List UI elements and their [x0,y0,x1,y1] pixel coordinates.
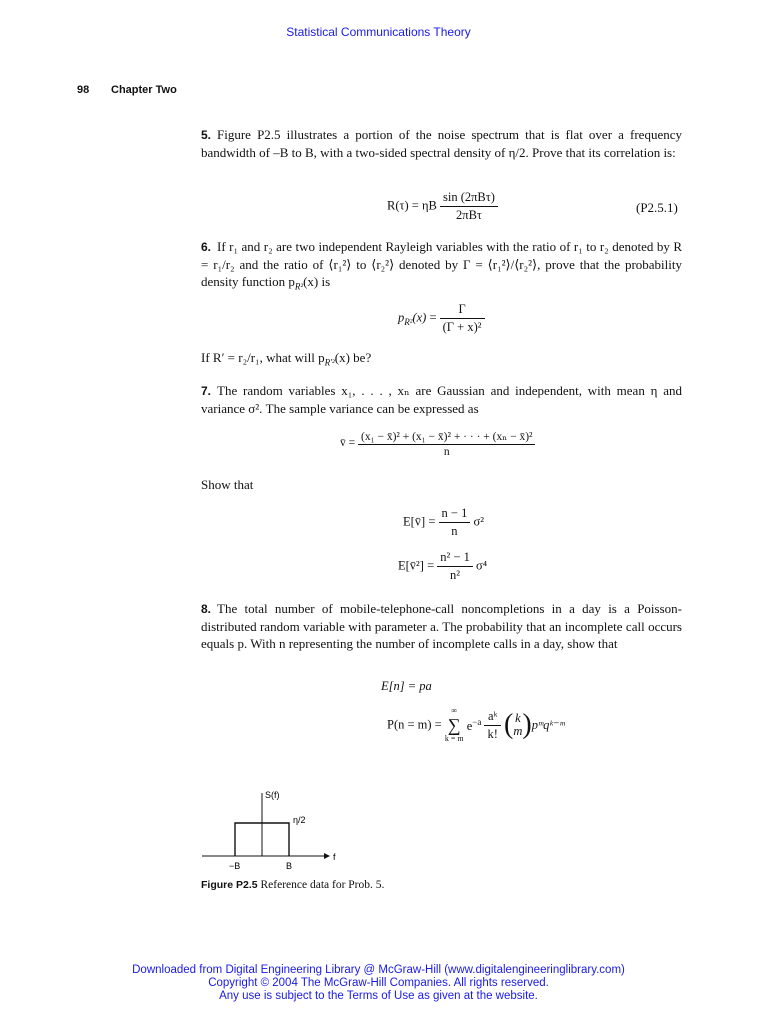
equation-p2-5-1 [387,190,498,223]
eq-p5-numerator: sin (2πBτ) [440,190,498,207]
x-axis-arrow-icon [324,853,330,859]
eq-p8-exp-sup: −a [472,716,482,727]
eq-p6-fraction [440,302,485,335]
equation-p6: $p_{R^2}(x)$ = $\frac{\Gamma}{\text{(Γ + x)²}}$ [398,302,485,335]
eq-p7-mean-denominator: n [451,524,458,538]
problem-6-text-tail: (x) is [303,274,331,289]
equation-p8-probability [387,706,565,744]
eq-p8-summation [445,706,464,744]
chapter-label: Chapter Two [111,84,177,96]
eq-p5-lhs: R(τ) = ηB [387,198,437,213]
eq-p7-denominator: n [443,446,450,458]
figure-caption-label: Figure P2.5 [201,879,258,891]
problem-6-followup: If R′ = r₂/r₁, what will $p_{R'^2}(x)$ be? [201,350,372,368]
eq-p8-numerator: aᵏ [484,709,500,726]
equation-label: (P2.5.1) [636,200,678,215]
equation-p7-sample-variance [340,429,535,458]
x-axis-label: f [333,852,336,862]
footer-copyright: Copyright © 2004 The McGraw-Hill Companies. All rights reserved. [208,977,549,989]
eq-p7-second-tail: σ⁴ [475,558,488,573]
left-paren-icon: ( [504,709,514,740]
equation-p7-second-moment [398,550,487,583]
eq-p8-tail: pᵐqᵏ⁻ᵐ [531,718,565,732]
problem-8-number: 8. [201,602,212,616]
eq-p8-exp-base: e [466,718,473,733]
eq-p6-lhs: p [398,310,405,325]
level-label: η/2 [293,815,306,825]
eq-p7-second-lhs: E[v̄²] = [398,558,435,573]
sigma-icon: ∑ [447,715,461,735]
problem-5-number: 5. [201,128,212,142]
running-header-title: Statistical Communications Theory [286,25,471,39]
eq-p7-numerator: (x₁ − x̄)² + (x₁ − x̄)² + · · · + (xₙ − x̄)² [358,429,535,445]
equation-p8-mean: E[n] = pa [381,679,432,693]
eq-p7-second-fraction [437,550,473,583]
eq-p8-sum-upper: ∞ [451,706,458,715]
problem-7-text: The random variables x₁, . . . , xₙ are Gaussian and independent, with mean η and variance σ². The sample variance can be expressed as [201,383,682,416]
page-number: 98 [77,84,90,96]
problem-5 [201,126,682,161]
eq-p7-second-denominator: n² [450,568,461,582]
eq-p8-fraction [484,709,500,742]
footer-download-link[interactable]: Downloaded from Digital Engineering Library @ McGraw-Hill (www.digitalengineeringlibrary.com) [132,964,625,976]
figure-p2-5-spectrum [196,785,346,873]
eq-p7-lhs: v̄ = [340,437,356,450]
footer-terms: Any use is subject to the Terms of Use as given at the website. [219,990,538,1002]
problem-6-followup-tail: (x) be? [334,350,372,365]
eq-p7-mean-fraction [439,506,471,539]
footer [0,964,757,1003]
eq-p8-lhs: P(n = m) = [387,717,442,732]
problem-6-number: 6. [201,240,212,254]
eq-p7-mean-lhs: E[v̄] = [403,514,436,529]
eq-p6-numerator: Γ [440,302,485,319]
right-tick-label: B [286,861,293,871]
problem-8-text: The total number of mobile-telephone-call noncompletions in a day is a Poisson-distributed random variable with parameter a. The probability that an incomplete call occurs equals p. With n representing the number of incomplete calls in a day, show that [201,601,682,651]
problem-6-text: If r₁ and r₂ are two independent Rayleigh variables with the ratio of r₁ to r₂ denoted by R = r₁/r₂ and the ratio of ⟨r₁²⟩ to ⟨r₂²⟩ denoted by Γ = ⟨r₁²⟩/⟨r₂²⟩, prove that the probability density function p [201,239,682,289]
eq-p8-binom-top: k [515,711,521,725]
eq-p5-denominator: 2πBτ [456,208,482,222]
figure-caption [201,878,384,892]
y-axis-label: S(f) [265,790,280,800]
problem-6: 6. If r₁ and r₂ are two independent Rayleigh variables with the ratio of r₁ to r₂ denoted by R = r₁/r₂ and the ratio of ⟨r₁²⟩ to ⟨r₂²⟩ denoted by Γ = ⟨r₁²⟩/⟨r₂²⟩, prove that the probability density function $p_{R^2}(x)$ is [201,239,682,292]
eq-p7-mean-tail: σ² [473,514,484,529]
eq-p7-mean-numerator: n − 1 [439,506,471,523]
eq-p6-denominator: (Γ + x)² [442,320,482,334]
eq-p8-binomial [513,712,522,738]
eq-p8-denominator: k! [487,726,498,741]
show-that-label: Show that [201,477,254,492]
eq-p7-second-numerator: n² − 1 [437,550,473,567]
figure-caption-text: Reference data for Prob. 5. [260,879,385,891]
eq-p7-fraction [358,429,535,458]
problem-7-number: 7. [201,384,212,398]
equation-p7-mean [403,506,484,539]
eq-p5-fraction [440,190,498,223]
problem-6-followup-text: If R′ = r₂/r₁, what will p [201,350,325,365]
eq-p8-sum-lower: k = m [444,734,464,743]
right-paren-icon: ) [522,709,532,740]
eq-p8-binom-bottom: m [513,724,523,738]
problem-5-text: Figure P2.5 illustrates a portion of the noise spectrum that is flat over a frequency bandwidth of –B to B, with a two-sided spectral density of η/2. Prove that its correlation is: [201,127,682,160]
left-tick-label: −B [229,861,241,871]
problem-7 [201,382,682,417]
problem-8 [201,600,682,652]
